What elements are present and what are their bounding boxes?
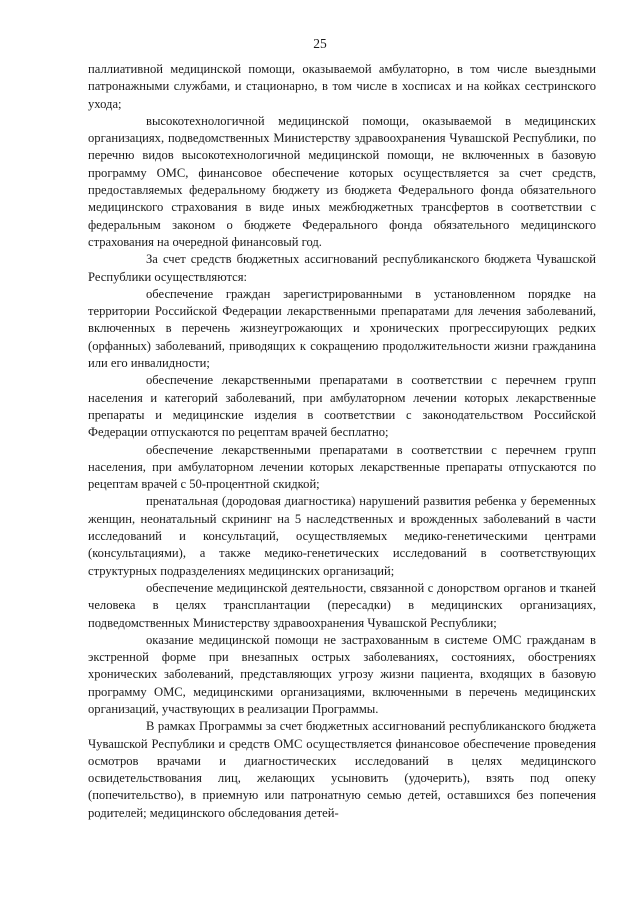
paragraph-adoption-examinations: В рамках Программы за счет бюджетных ассигнований республиканского бюджета Чувашской Республики и средств ОМС осуществляется финансовое обеспечение проведения осмотров врачами и диагностических исследований в целях медицинского освидетельствования лиц, желающих усыновить (удочерить), взять под опеку (попечительство), в приемную или патронатную семью детей, оставшихся без попечения родителей; медицинского обследования детей- — [88, 719, 596, 820]
paragraph-discount-prescription-drugs: обеспечение лекарственными препаратами в соответствии с перечнем групп населения, при амбулаторном лечении которых лекарственные препараты отпускаются по рецептам врачей с 50-процентной скидкой; — [88, 442, 596, 492]
paragraph-free-prescription-drugs: обеспечение лекарственными препаратами в соответствии с перечнем групп населения и категорий заболеваний, при амбулаторном лечении которых лекарственные препараты и медицинские изделия в соответствии с законодательством Российской Федерации отпускаются по рецептам врачей бесплатно; — [88, 373, 596, 440]
paragraph-prenatal-diagnostics: пренатальная (дородовая диагностика) нарушений развития ребенка у беременных женщин, неонатальный скрининг на 5 наследственных и врожденных заболеваний в части исследований и консультаций, осуществляемых медико-генетическими центрами (консультациями), а также медико-генетических исследований в соответствующих структурных подразделениях медицинских организаций; — [88, 494, 596, 578]
paragraph-orphan-diseases-drugs: обеспечение граждан зарегистрированными в установленном порядке на территории Российской Федерации лекарственными препаратами для лечения заболеваний, включенных в перечень жизнеугрожающих и хронических прогрессирующих редких (орфанных) заболеваний, приводящих к сокращению продолжительности жизни гражданина или его инвалидности; — [88, 286, 596, 371]
paragraph-high-tech-care: высокотехнологичной медицинской помощи, оказываемой в медицинских организациях, подведомственных Министерству здравоохранения Чувашской Республики, по перечню видов высокотехнологичной медицинской помощи, не включенных в базовую программу ОМС, финансовое обеспечение которых осуществляется за счет средств, предоставляемых федеральному бюджету из бюджета Федерального фонда обязательного медицинского страхования в виде иных межбюджетных трансфертов в соответствии с федеральным законом о бюджете Федерального фонда обязательного медицинского страхования на очередной финансовый год. — [88, 113, 596, 249]
document-body — [88, 61, 596, 822]
paragraph-palliative-care: паллиативной медицинской помощи, оказываемой амбулаторно, в том числе выездными патронажными службами, и стационарно, в том числе в хосписах и на койках сестринского ухода; — [88, 62, 596, 111]
paragraph-republican-budget-intro: За счет средств бюджетных ассигнований республиканского бюджета Чувашской Республики осуществляются: — [88, 252, 596, 284]
paragraph-organ-donation: обеспечение медицинской деятельности, связанной с донорством органов и тканей человека в целях трансплантации (пересадки) в медицинских организациях, подведомственных Министерству здравоохранения Чувашской Республики; — [88, 580, 596, 630]
page-number: 25 — [313, 36, 327, 51]
paragraph-uninsured-emergency-care: оказание медицинской помощи не застрахованным в системе ОМС гражданам в экстренной форме при внезапных острых заболеваниях, состояниях, обострениях хронических заболеваний, представляющих угрозу жизни пациента, входящих в базовую программу ОМС, медицинскими организациями, включенными в перечень медицинских организаций, участвующих в реализации Программы. — [88, 632, 596, 716]
